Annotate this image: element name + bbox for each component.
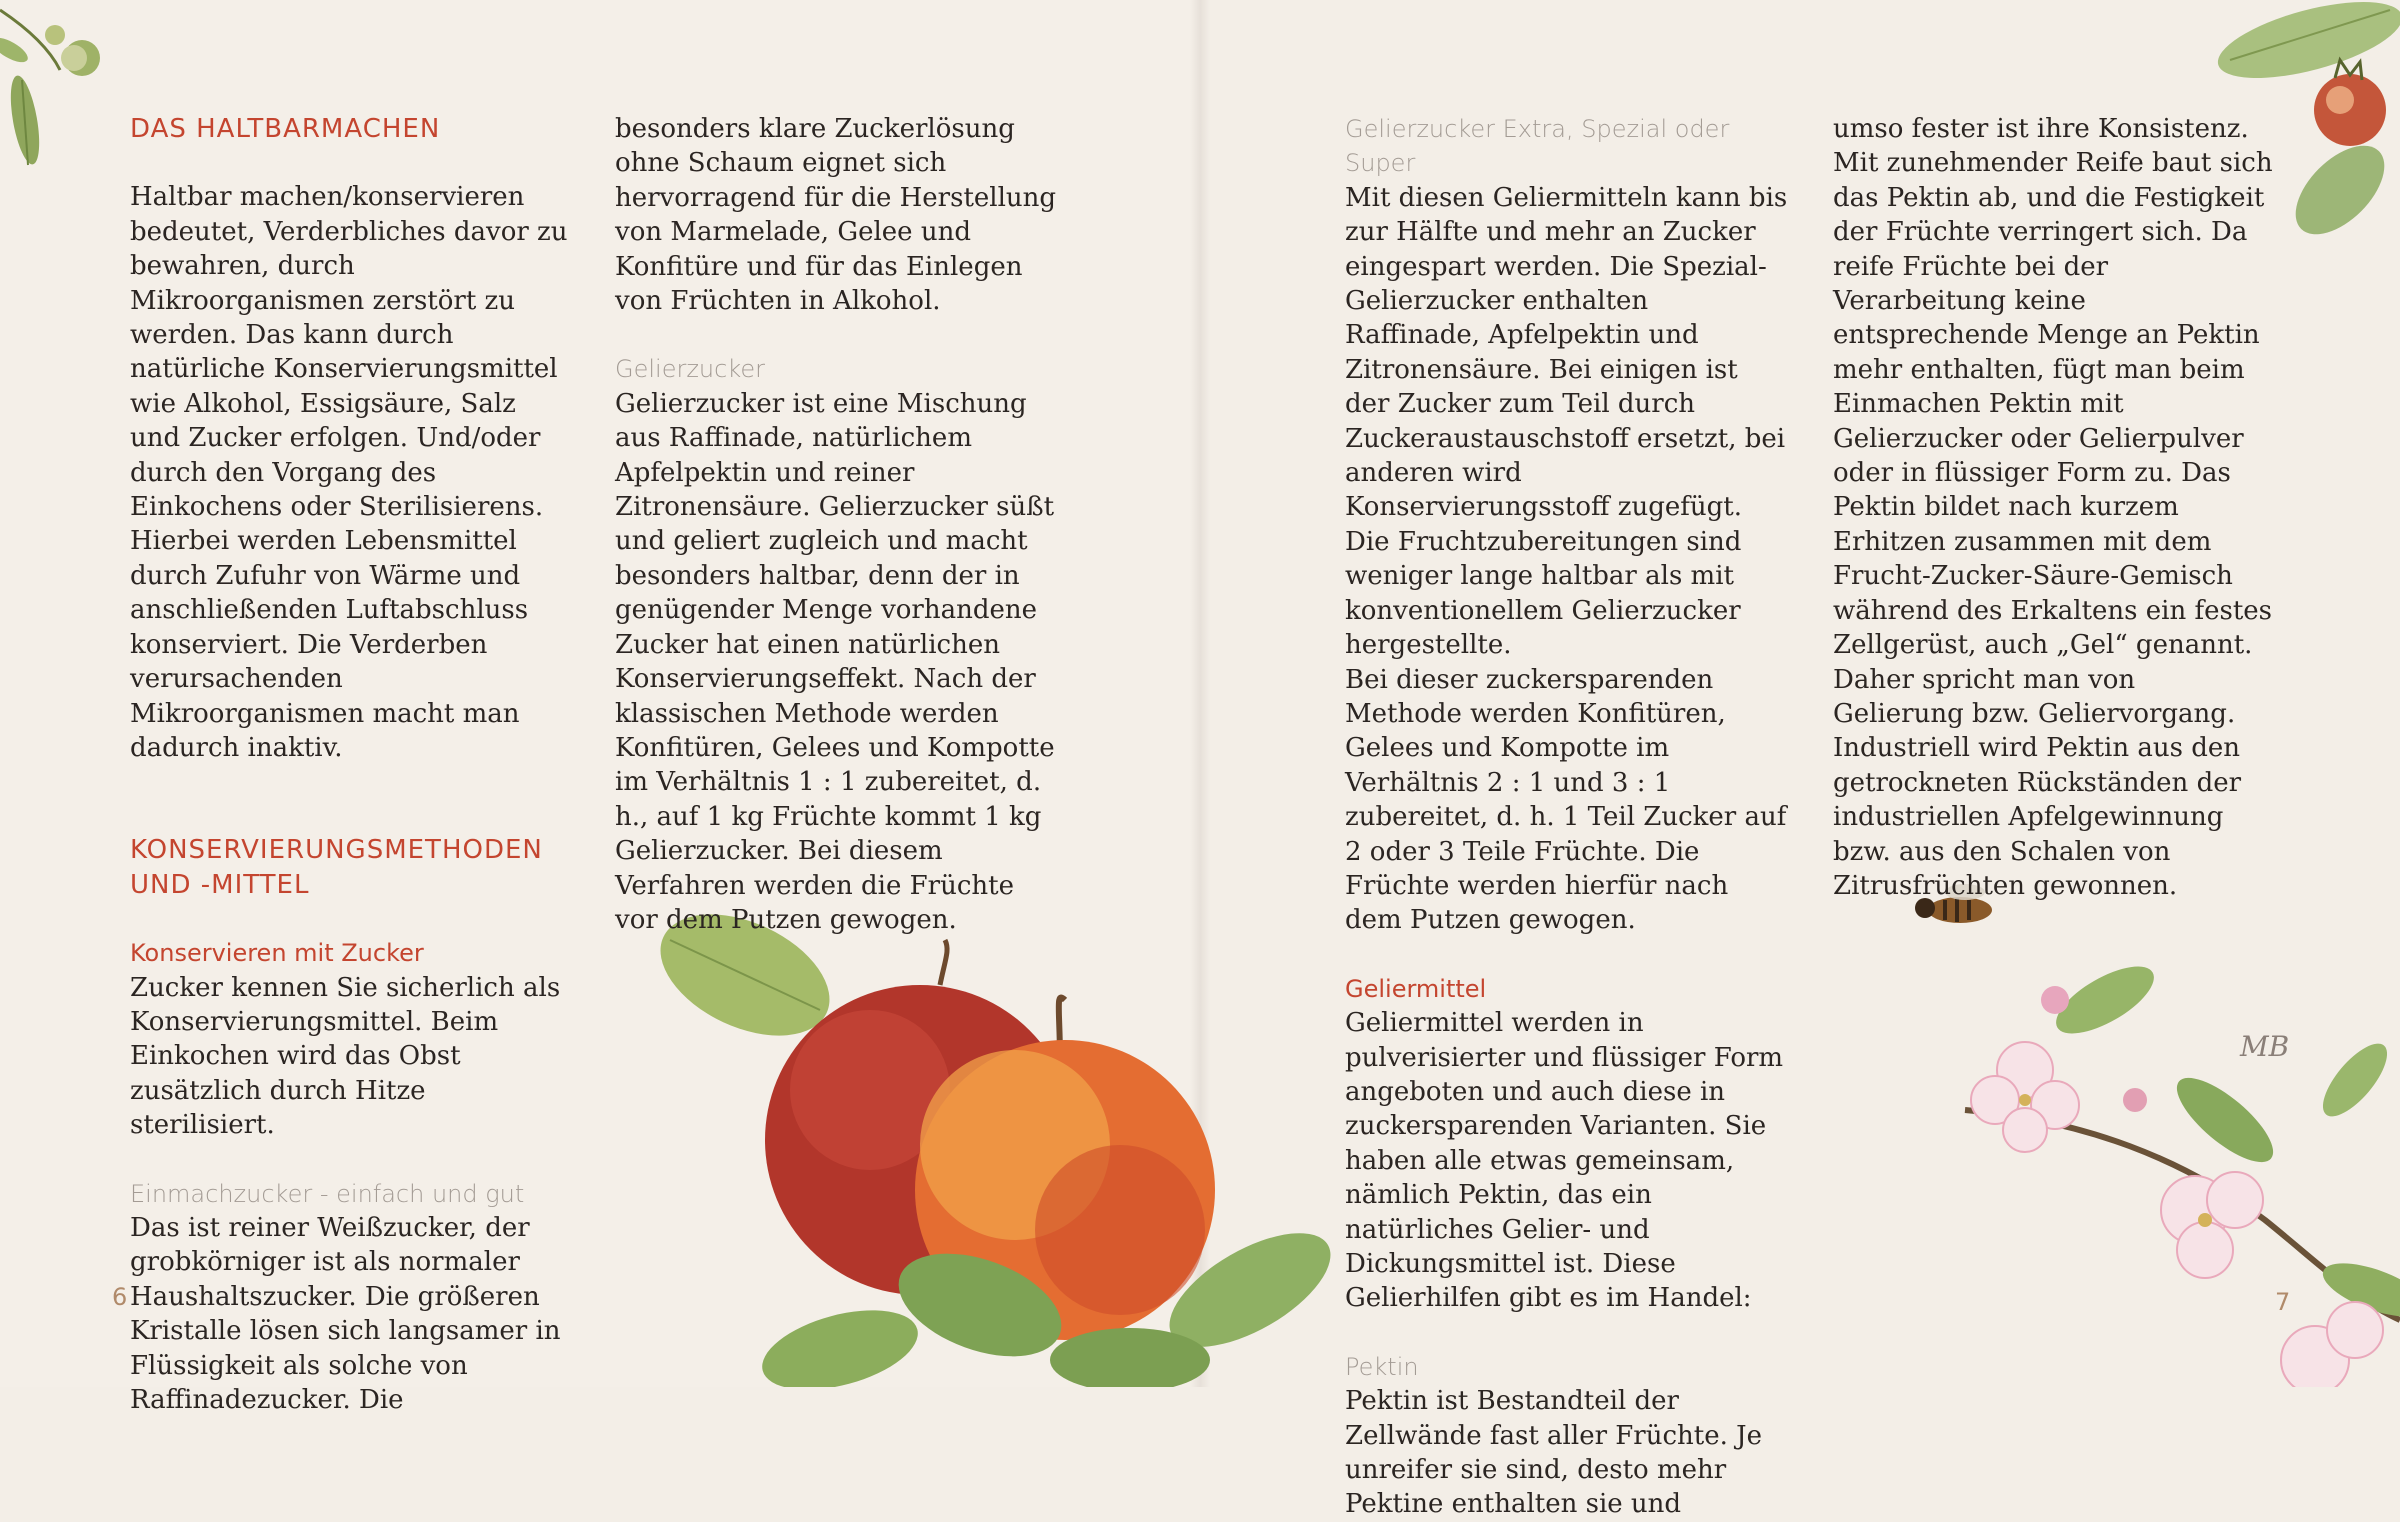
paragraph: Haltbar machen/konservieren bedeutet, Verderbliches davor zu bewahren, durch Mikroorganismen zerstört zu werden. Das kann durch natürliche Konservierungsmittel wie Alkohol, Essigsäure, Salz und Zucker erfolgen. Und/oder durch den Vorgang des Einkochens oder Sterilisierens. Hierbei werden Lebensmittel durch Zufuhr von Wärme und anschließenden Luftabschluss konserviert. Die Verderben verursachenden Mikroorganismen macht man dadurch inaktiv. (130, 182, 568, 763)
paragraph: Geliermittel werden in pulverisierter und flüssiger Form angeboten und auch diese in zuckersparenden Varianten. Sie haben alle etwas gemeinsam, nämlich Pektin, das ein natürliches Gelier- und Dickungsmittel ist. Diese Gelierhilfen gibt es im Handel: (1345, 1008, 1784, 1314)
column-1 (130, 112, 570, 1417)
paragraph: besonders klare Zuckerlösung ohne Schaum eignet sich hervorragend für die Herstellung von Marmelade, Gelee und Konfitüre und für das Einlegen von Früchten in Alkohol. (615, 114, 1057, 317)
heading-haltbarmachen: DAS HALTBARMACHEN (130, 114, 441, 144)
subheading-gelierzucker-extra: Gelierzucker Extra, Spezial oder Super (1345, 115, 1730, 178)
subheading-konservieren-mit-zucker: Konservieren mit Zucker (130, 939, 424, 968)
paragraph: umso fester ist ihre Konsistenz. Mit zunehmender Reife baut sich das Pektin ab, und die Festigkeit der Früchte verringert sich. Da reife Früchte bei der Verarbeitung keine entsprechende Menge an Pektin mehr enthalten, fügt man beim Einmachen Pektin mit Gelierzucker oder Gelierpulver oder in flüssiger Form zu. Das Pektin bildet nach kurzem Erhitzen zusammen mit dem Frucht-Zucker-Säure-Gemisch während des Erkaltens ein festes Zellgerüst, auch „Gel“ genannt. Daher spricht man von Gelierung bzw. Geliervorgang. Industriell wird Pektin aus den getrockneten Rückständen der industriellen Apfelgewinnung bzw. aus den Schalen von Zitrusfrüchten gewonnen. (1833, 114, 2273, 901)
column-2 (615, 112, 1060, 937)
page-number-left: 6 (112, 1283, 128, 1311)
paragraph: Zucker kennen Sie sicherlich als Konservierungsmittel. Beim Einkochen wird das Obst zusätzlich durch Hitze sterilisiert. (130, 972, 561, 1141)
paragraph: Pektin ist Bestandteil der Zellwände fast aller Früchte. Je unreifer sie sind, desto mehr Pektine enthalten sie und (1345, 1386, 1762, 1520)
apples-illustration (650, 910, 1370, 1387)
heading-konservierungsmethoden: KONSERVIERUNGSMETHODEN UND -MITTEL (130, 835, 543, 900)
subheading-einmachzucker: Einmachzucker - einfach und gut (130, 1179, 525, 1208)
subheading-gelierzucker: Gelierzucker (615, 355, 766, 384)
subheading-pektin: Pektin (1345, 1352, 1419, 1381)
subheading-geliermittel: Geliermittel (1345, 974, 1487, 1003)
paragraph: Bei dieser zuckersparenden Methode werden Konfitüren, Gelees und Kompotte im Verhältnis 2 : 1 und 3 : 1 zubereitet, d. h. 1 Teil Zucker auf 2 oder 3 Teile Früchte. Die Früchte werden hierfür nach dem Putzen gewogen. (1345, 664, 1787, 936)
column-4 (1833, 112, 2273, 903)
paragraph: Gelierzucker ist eine Mischung aus Raffinade, natürlichem Apfelpektin und reiner Zitronensäure. Gelierzucker süßt und geliert zugleich und macht besonders haltbar, denn der in genügender Menge vorhandene Zucker hat einen natürlichen Konservierungseffekt. Nach der klassischen Methode werden Konfitüren, Gelees und Kompotte im Verhältnis 1 : 1 zubereitet, d. h., auf 1 kg Früchte kommt 1 kg Gelierzucker. Bei diesem Verfahren werden die Früchte vor dem Putzen gewogen. (615, 388, 1055, 935)
illustrator-signature: MB (2240, 1030, 2290, 1063)
page-number-right: 7 (2275, 1288, 2291, 1316)
column-3 (1345, 112, 1790, 1522)
rosehip-sprig-illustration (0, 0, 130, 180)
paragraph: Mit diesen Geliermitteln kann bis zur Hälfte und mehr an Zucker eingespart werden. Die Spezial-Gelierzucker enthalten Raffinade, Apfelpektin und Zitronensäure. Bei einigen ist der Zucker zum Teil durch Zuckeraustauschstoff ersetzt, bei anderen wird Konservierungsstoff zugefügt. Die Fruchtzubereitungen sind weniger lange haltbar als mit konventionellem Gelierzucker hergestellte. (1345, 182, 1788, 661)
paragraph: Das ist reiner Weißzucker, der grobkörniger ist als normaler Haushaltszucker. Die größeren Kristalle lösen sich langsamer in Flüssigkeit als solche von Raffinadezucker. Die (130, 1212, 561, 1415)
apple-blossom-illustration (1935, 960, 2400, 1387)
